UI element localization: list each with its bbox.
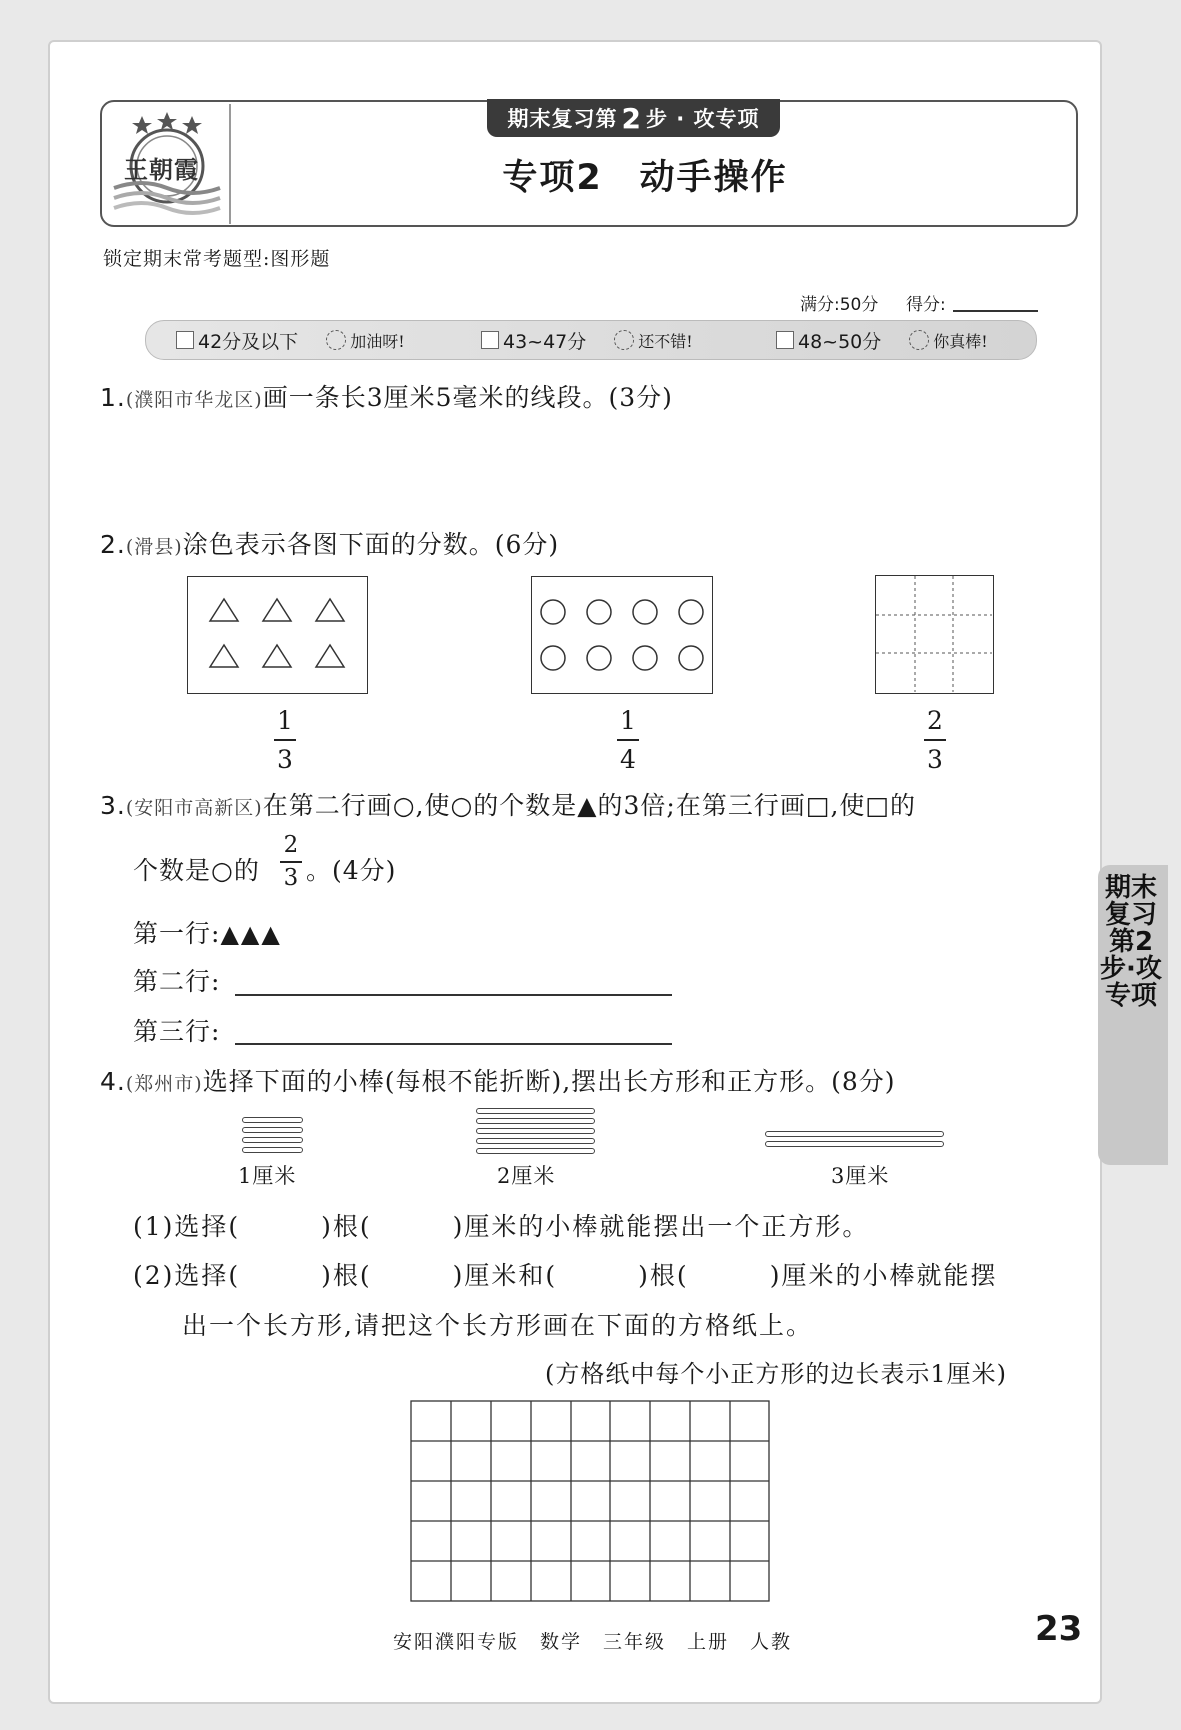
tier-comment: 加油呀! (350, 331, 405, 351)
fraction-denominator: 3 (277, 744, 293, 774)
fraction-one-third (274, 708, 296, 772)
stick-2cm (476, 1128, 595, 1134)
smile-face-icon (614, 330, 634, 350)
question-text: 涂色表示各图下面的分数。(6分) (182, 530, 560, 559)
circle-shape (541, 646, 565, 670)
question-number: 4. (100, 1067, 126, 1096)
row-1 (133, 914, 282, 950)
fraction-numerator: 2 (283, 832, 299, 858)
tier-comment: 还不错! (638, 331, 693, 351)
row-3-label: 第三行: (133, 1017, 221, 1046)
grid-paper[interactable] (410, 1400, 770, 1602)
fraction-numerator: 1 (277, 706, 293, 735)
section-title: 专项2 动手操作 (502, 158, 788, 198)
stick-2cm (476, 1108, 595, 1114)
full-score-label: 满分:50分 (800, 295, 879, 315)
question-text: 选择下面的小棒(每根不能折断),摆出长方形和正方形。(8分) (202, 1067, 896, 1096)
score-tier-1 (176, 321, 405, 359)
fraction-bar (280, 861, 302, 863)
sub-question-2: (2)选择( )根( )厘米和( )根( )厘米的小棒就能摆 (133, 1261, 998, 1290)
fraction-bar (924, 739, 946, 741)
banner-step: 2 (621, 101, 642, 135)
triangle-row-value: ▲▲▲ (220, 920, 282, 948)
stick-label: 2厘米 (497, 1164, 556, 1188)
smile-face-icon (909, 330, 929, 350)
stick-1cm (242, 1147, 303, 1153)
question-source: (濮阳市华龙区) (125, 389, 263, 411)
triangle-shape (210, 599, 238, 621)
question-3-line2 (133, 851, 260, 887)
dashed-grid-figure[interactable] (875, 575, 994, 694)
fraction-numerator: 1 (620, 706, 636, 735)
stick-1cm (242, 1137, 303, 1143)
fraction-denominator: 4 (620, 744, 636, 774)
circle-shape (541, 600, 565, 624)
tier-range: 48~50分 (798, 330, 882, 353)
score-tier-2 (481, 321, 693, 359)
tier-range: 43~47分 (503, 330, 587, 353)
circle-shape (679, 646, 703, 670)
grid-note: (方格纸中每个小正方形的边长表示1厘米) (545, 1360, 1007, 1388)
circle-shape (633, 646, 657, 670)
page-number: 23 (1035, 1609, 1083, 1649)
fraction-denominator: 3 (927, 744, 943, 774)
stick-2cm (476, 1148, 595, 1154)
circle-figure[interactable] (531, 576, 713, 694)
score-tier-3 (776, 321, 988, 359)
circle-shape (633, 600, 657, 624)
sub-question-2-line2: 出一个长方形,请把这个长方形画在下面的方格纸上。 (182, 1311, 813, 1340)
tier-comment: 你真棒! (933, 331, 988, 351)
sub-question-1: (1)选择( )根( )厘米的小棒就能摆出一个正方形。 (133, 1212, 870, 1241)
fraction-numerator: 2 (927, 706, 943, 735)
question-number: 2. (100, 530, 126, 559)
row-2-label: 第二行: (133, 967, 221, 996)
score-blank-line[interactable] (953, 310, 1038, 312)
tier-checkbox[interactable] (481, 331, 499, 349)
side-tab-label: 期末复习第2步·攻专项 (1100, 873, 1162, 1011)
triangle-shape (316, 599, 344, 621)
stick-1cm (242, 1127, 303, 1133)
triangle-figure[interactable] (187, 576, 368, 694)
question-source: (滑县) (125, 536, 183, 558)
fraction-bar (617, 739, 639, 741)
row-label: 第一行: (133, 919, 221, 948)
question-2 (100, 525, 559, 561)
triangle-shape (210, 645, 238, 667)
banner-suffix: 步 · 攻专项 (645, 107, 760, 131)
question-text: 画一条长3厘米5毫米的线段。(3分) (262, 383, 673, 412)
tier-range: 42分及以下 (198, 330, 299, 353)
question-number: 1. (100, 383, 126, 412)
topic-line: 锁定期末常考题型:图形题 (103, 248, 331, 270)
tier-checkbox[interactable] (176, 331, 194, 349)
stick-2cm (476, 1118, 595, 1124)
triangle-shape (263, 645, 291, 667)
stick-1cm (242, 1117, 303, 1123)
stick-3cm (765, 1141, 944, 1147)
circle-shape (679, 600, 703, 624)
row-3-answer-line[interactable] (235, 1043, 672, 1045)
triangle-shape (263, 599, 291, 621)
logo-divider (229, 104, 231, 224)
question-text: 个数是○的 (133, 856, 260, 885)
row-2-answer-line[interactable] (235, 994, 672, 996)
question-source: (安阳市高新区) (125, 797, 263, 819)
tier-checkbox[interactable] (776, 331, 794, 349)
question-number: 3. (100, 791, 126, 820)
step-banner (487, 99, 780, 137)
question-3 (100, 786, 916, 822)
fraction-denominator: 3 (283, 864, 299, 891)
fraction-two-thirds (924, 708, 946, 772)
question-3-points: 。(4分) (306, 856, 397, 885)
question-1 (100, 378, 673, 414)
question-4 (100, 1062, 896, 1098)
circle-shape (587, 646, 611, 670)
fraction-one-quarter (617, 708, 639, 772)
triangle-shape (316, 645, 344, 667)
question-text: 在第二行画○,使○的个数是▲的3倍;在第三行画□,使□的 (262, 791, 917, 820)
fraction-two-thirds-inline (280, 834, 302, 890)
banner-prefix: 期末复习第 (507, 107, 618, 131)
stick-3cm (765, 1131, 944, 1137)
smile-face-icon (326, 330, 346, 350)
stick-label: 1厘米 (238, 1164, 297, 1188)
stick-2cm (476, 1138, 595, 1144)
score-label: 得分: (906, 295, 946, 315)
circle-shape (587, 600, 611, 624)
footer-text: 安阳濮阳专版 数学 三年级 上册 人教 (393, 1631, 793, 1653)
question-source: (郑州市) (125, 1073, 203, 1095)
stick-label: 3厘米 (831, 1164, 890, 1188)
fraction-bar (274, 739, 296, 741)
logo-text: 王朝霞 (124, 155, 199, 184)
score-tier-bar (145, 320, 1037, 360)
